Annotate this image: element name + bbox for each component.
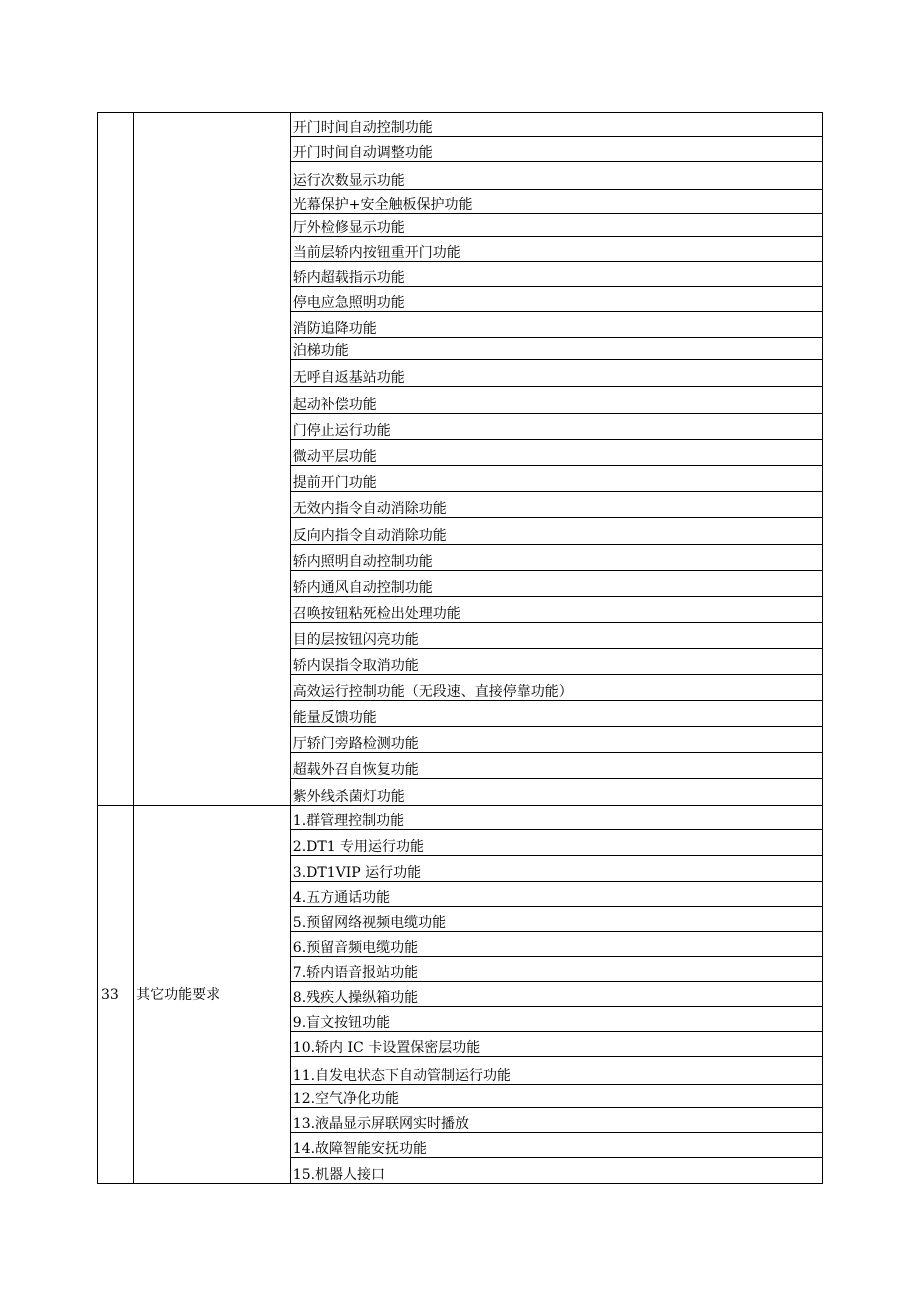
feature-cell: 2.DT1 专用运行功能 [290,830,822,856]
feature-cell: 10.轿内 IC 卡设置保密层功能 [290,1032,822,1057]
feature-cell: 无呼自返基站功能 [290,360,822,387]
item-category-cell-empty [134,113,291,806]
item-category-cell: 其它功能要求 [134,806,291,1184]
feature-cell: 9.盲文按钮功能 [290,1007,822,1032]
feature-cell: 紫外线杀菌灯功能 [290,779,822,806]
feature-cell: 目的层按钮闪亮功能 [290,623,822,649]
feature-cell: 开门时间自动控制功能 [290,113,822,137]
item-number-cell: 33 [98,806,134,1184]
feature-cell: 反向内指令自动消除功能 [290,518,822,545]
feature-cell: 能量反馈功能 [290,701,822,727]
feature-cell: 6.预留音频电缆功能 [290,932,822,957]
feature-cell: 8.残疾人操纵箱功能 [290,982,822,1007]
requirements-table [97,112,823,1184]
feature-cell: 13.液晶显示屏联网实时播放 [290,1108,822,1133]
feature-cell: 当前层轿内按钮重开门功能 [290,237,822,262]
feature-cell: 轿内照明自动控制功能 [290,545,822,571]
feature-cell: 15.机器人接口 [290,1158,822,1184]
feature-cell: 无效内指令自动消除功能 [290,492,822,518]
feature-cell: 起动补偿功能 [290,387,822,414]
feature-cell: 召唤按钮粘死检出处理功能 [290,597,822,623]
feature-cell: 1.群管理控制功能 [290,806,822,830]
feature-cell: 光幕保护+安全触板保护功能 [290,190,822,214]
feature-cell: 开门时间自动调整功能 [290,137,822,162]
feature-cell: 门停止运行功能 [290,414,822,440]
feature-cell: 12.空气净化功能 [290,1085,822,1108]
feature-cell: 高效运行控制功能（无段速、直接停靠功能） [290,675,822,701]
feature-cell: 停电应急照明功能 [290,287,822,312]
feature-cell: 厅轿门旁路检测功能 [290,727,822,753]
feature-cell: 超载外召自恢复功能 [290,753,822,779]
feature-cell: 厅外检修显示功能 [290,214,822,237]
table-row [98,113,823,137]
feature-cell: 5.预留网络视频电缆功能 [290,907,822,932]
item-number-cell-empty [98,113,134,806]
feature-cell: 轿内误指令取消功能 [290,649,822,675]
feature-cell: 11.自发电状态下自动管制运行功能 [290,1057,822,1085]
feature-cell: 微动平层功能 [290,440,822,466]
requirements-table-body [98,113,823,1184]
table-row [98,806,823,830]
feature-cell: 3.DT1VIP 运行功能 [290,856,822,882]
feature-cell: 轿内超载指示功能 [290,262,822,287]
feature-cell: 轿内通风自动控制功能 [290,571,822,597]
feature-cell: 消防追降功能 [290,312,822,338]
feature-cell: 4.五方通话功能 [290,882,822,907]
feature-cell: 提前开门功能 [290,466,822,492]
feature-cell: 泊梯功能 [290,338,822,360]
feature-cell: 运行次数显示功能 [290,162,822,190]
feature-cell: 14.故障智能安抚功能 [290,1133,822,1158]
feature-cell: 7.轿内语音报站功能 [290,957,822,982]
